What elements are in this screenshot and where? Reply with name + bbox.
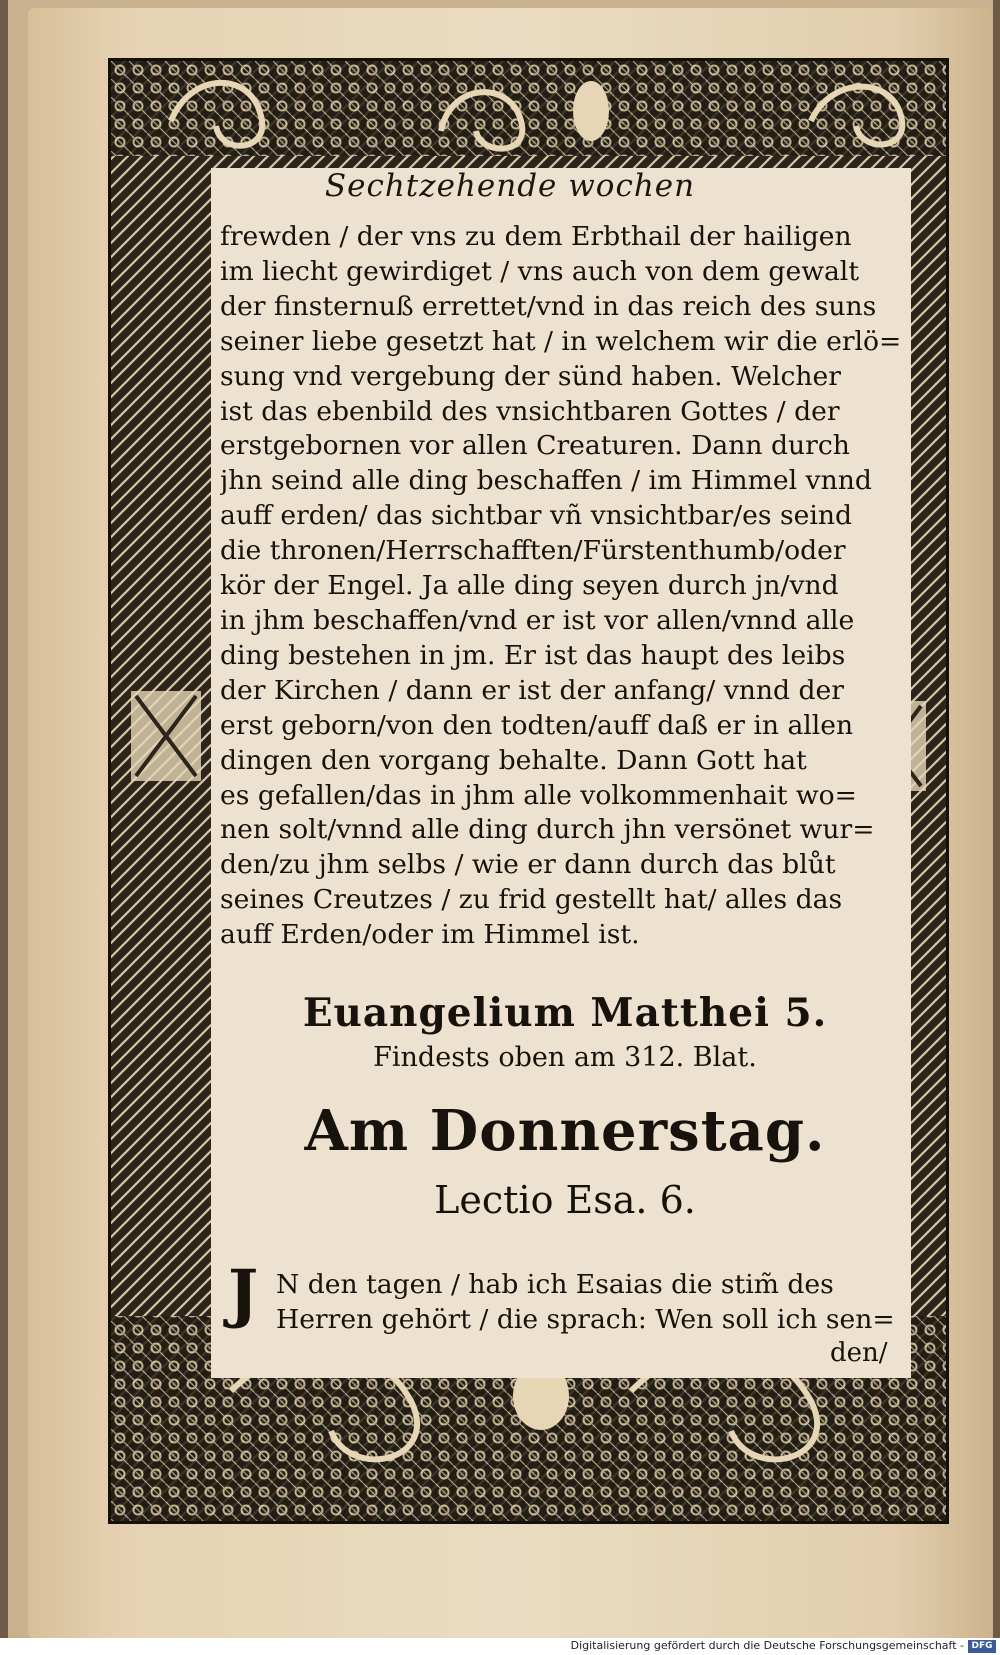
- text-line: seines Creutzes / zu frid gestellt hat/ alles das: [220, 884, 843, 916]
- day-heading: Am Donnerstag.: [304, 1098, 826, 1164]
- text-line: der finsternuß errettet/vnd in das reich des suns: [220, 290, 877, 322]
- drop-initial: J: [228, 1256, 259, 1331]
- gospel-reference: Findests oben am 312. Blat.: [373, 1042, 757, 1073]
- footer-credit: Digitalisierung gefördert durch die Deutsche Forschungsgemeinschaft -: [570, 1639, 964, 1652]
- text-line: seiner liebe gesetzt hat / in welchem wir die erlö=: [220, 325, 902, 357]
- dfg-logo[interactable]: DFG: [968, 1640, 996, 1653]
- text-line: der Kirchen / dann er ist der anfang/ vnnd der: [220, 674, 844, 706]
- text-line: jhn seind alle ding beschaffen / im Himmel vnnd: [220, 465, 872, 497]
- text-line: Herren gehört / die sprach: Wen soll ich sen=: [276, 1303, 895, 1335]
- text-line: die thronen/Herrschafften/Fürstenthumb/oder: [220, 535, 846, 567]
- text-line: auff Erden/oder im Himmel ist.: [220, 919, 640, 951]
- text-line: sung vnd vergebung der sünd haben. Welcher: [220, 360, 841, 392]
- text-line: erstgebornen vor allen Creaturen. Dann durch: [220, 430, 850, 462]
- lectio-text: [276, 1268, 910, 1338]
- text-line: auff erden/ das sichtbar vñ vnsichtbar/es seind: [220, 500, 853, 532]
- running-head: Sechtzehende wochen: [324, 168, 696, 204]
- gospel-heading: Euangelium Matthei 5.: [302, 990, 828, 1036]
- text-line: in jhm beschaffen/vnd er ist vor allen/vnnd alle: [220, 604, 855, 636]
- text-line: dingen den vorgang behalte. Dann Gott hat: [220, 744, 807, 776]
- text-line: frewden / der vns zu dem Erbthail der hailigen: [220, 221, 852, 252]
- text-line: kör der Engel. Ja alle ding seyen durch jn/vnd: [220, 570, 839, 602]
- text-line: N den tagen / hab ich Esaias die stim̃ des: [276, 1269, 834, 1300]
- epistle-text: [220, 220, 910, 953]
- text-line: erst geborn/von den todten/auff daß er in allen: [220, 709, 854, 741]
- text-line: im liecht gewirdiget / vns auch von dem gewalt: [220, 255, 860, 287]
- lectio-heading: Lectio Esa. 6.: [434, 1178, 696, 1222]
- text-line: es gefallen/das in jhm alle volkommenhait wo=: [220, 779, 857, 811]
- text-line: den/zu jhm selbs / wie er dann durch das blůt: [220, 849, 836, 881]
- text-line: ist das ebenbild des vnsichtbaren Gottes / der: [220, 395, 840, 427]
- text-line: nen solt/vnnd alle ding durch jhn versönet wur=: [220, 814, 875, 846]
- catchword: den/: [830, 1338, 888, 1368]
- text-line: ding bestehen in jm. Er ist das haupt des leibs: [220, 639, 846, 671]
